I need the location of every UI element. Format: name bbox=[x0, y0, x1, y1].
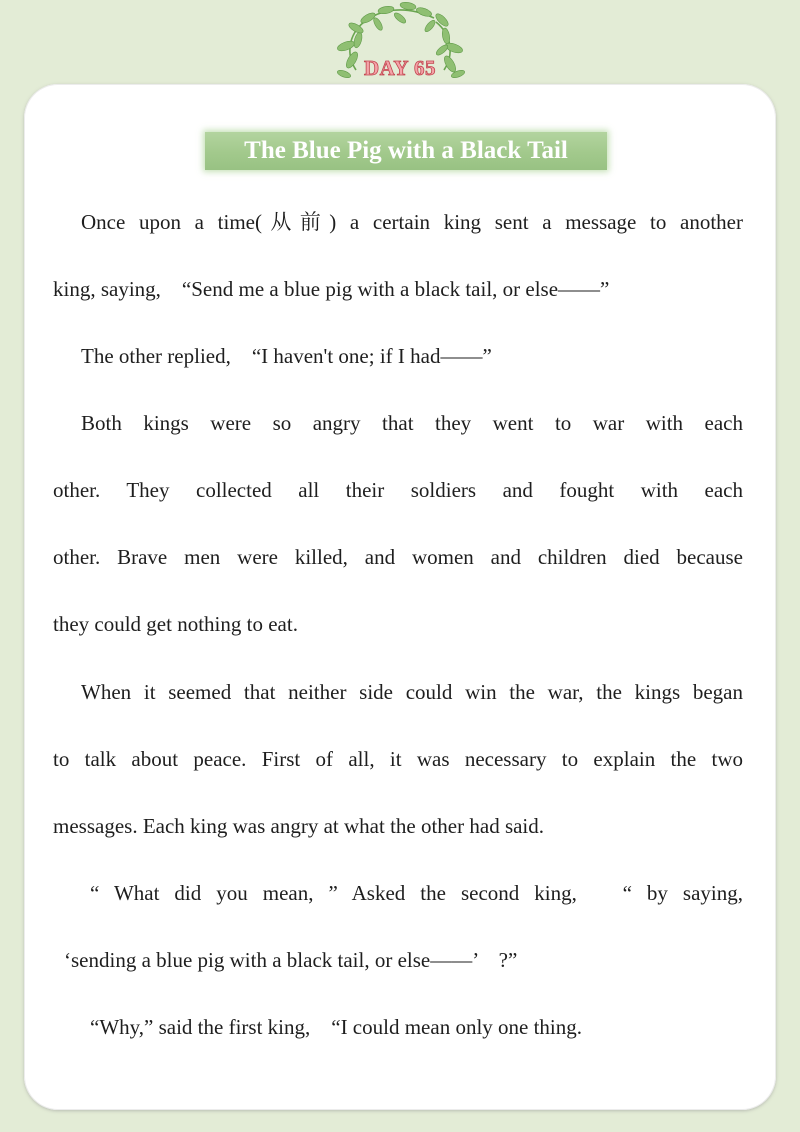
story-line-10: messages. Each king was angry at what the other had said. bbox=[53, 814, 545, 838]
day-badge bbox=[334, 0, 466, 86]
story-line-4: Both kings were so angry that they went to war with each bbox=[81, 411, 743, 435]
story-line-2: king, saying, “Send me a blue pig with a black tail, or else——” bbox=[53, 277, 610, 301]
story-line-9: to talk about peace. First of all, it was necessary to explain the two bbox=[53, 747, 743, 771]
story-line-11: “ What did you mean, ” Asked the second king, “ by saying, bbox=[90, 881, 743, 905]
story-line-12: ‘sending a blue pig with a black tail, or else——’ ?” bbox=[64, 948, 518, 972]
story-line-13: “Why,” said the first king, “I could mean only one thing. bbox=[90, 1015, 583, 1039]
story-line-1: Once upon a time(从前) a certain king sent a message to another bbox=[81, 210, 743, 234]
story-title: The Blue Pig with a Black Tail bbox=[205, 132, 607, 170]
story-line-5: other. They collected all their soldiers and fought with each bbox=[53, 478, 743, 502]
day-badge-label: DAY 65 bbox=[363, 56, 437, 80]
story-line-7: they could get nothing to eat. bbox=[53, 612, 298, 636]
story-line-3: The other replied, “I haven't one; if I had——” bbox=[81, 344, 492, 368]
story-line-8: When it seemed that neither side could win the war, the kings began bbox=[81, 680, 743, 704]
story-line-6: other. Brave men were killed, and women and children died because bbox=[53, 545, 743, 569]
